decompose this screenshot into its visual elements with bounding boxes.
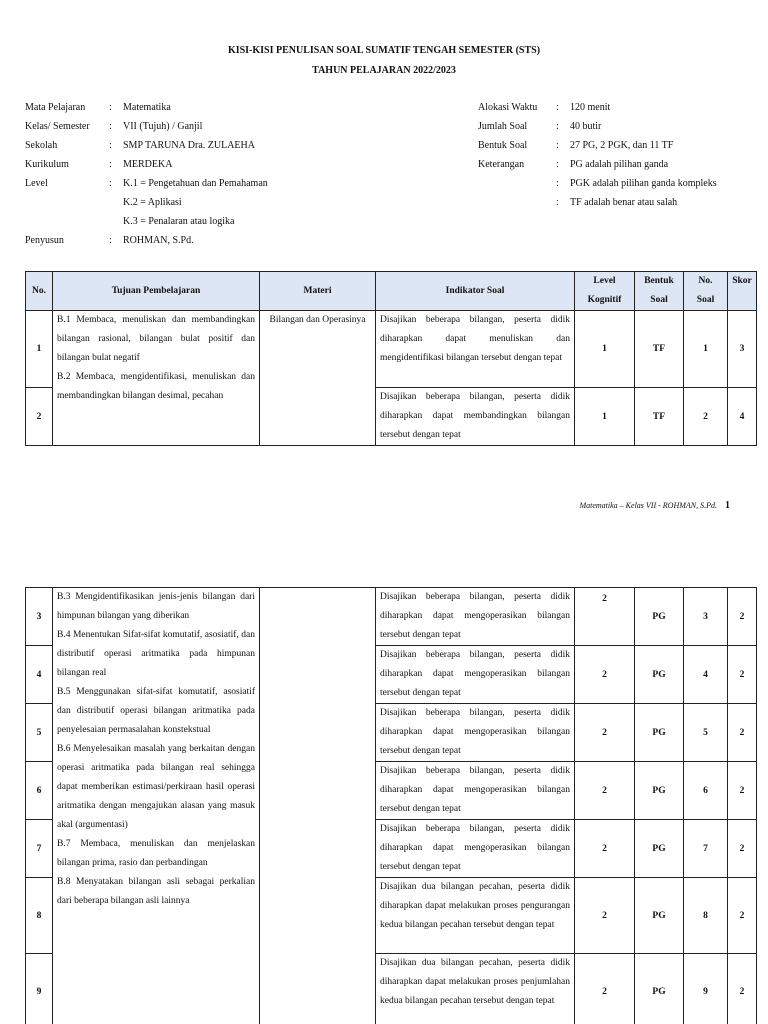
document-page-2 xyxy=(0,540,768,1024)
table-row: 7 Disajikan beberapa bilangan, peserta didik diharapkan dapat mengoperasikan bilangan tersebut dengan tepat 2 PG 7 2 xyxy=(26,820,757,878)
info-row-sekolah: Sekolah : SMP TARUNA Dra. ZULAEHA xyxy=(25,140,255,151)
header-indikator: Indikator Soal xyxy=(376,272,575,311)
info-row-keterangan-tf: : TF adalah benar atau salah xyxy=(556,197,678,208)
header-nosoal: No. Soal xyxy=(684,272,728,311)
info-row-level: Level : K.1 = Pengetahuan dan Pemahaman xyxy=(25,178,268,189)
info-row-kelas: Kelas/ Semester : VII (Tujuh) / Ganjil xyxy=(25,121,203,132)
table-row: 4 Disajikan beberapa bilangan, peserta didik diharapkan dapat mengoperasikan bilangan tersebut dengan tepat 2 PG 4 2 xyxy=(26,646,757,704)
table-row: 9 Disajikan dua bilangan pecahan, peserta didik diharapkan dapat melakukan proses penjumlahan kedua bilangan pecahan tersebut dengan tepat 2 PG 9 2 xyxy=(26,954,757,1024)
info-row-mapel: Mata Pelajaran : Matematika xyxy=(25,102,171,113)
materi-cell-empty xyxy=(260,588,376,1024)
kisi-kisi-table-page-2 xyxy=(25,587,757,1024)
table-row: 8 Disajikan dua bilangan pecahan, peserta didik diharapkan dapat melakukan proses pengurangan kedua bilangan pecahan tersebut dengan tepat 2 PG 8 2 xyxy=(26,878,757,954)
info-row-level-k3: K.3 = Penalaran atau logika xyxy=(123,216,235,227)
info-row-keterangan: Keterangan : PG adalah pilihan ganda xyxy=(478,159,669,170)
header-tujuan: Tujuan Pembelajaran xyxy=(53,272,260,311)
document-subtitle: TAHUN PELAJARAN 2022/2023 xyxy=(312,65,456,76)
info-row-keterangan-pgk: : PGK adalah pilihan ganda kompleks xyxy=(556,178,717,189)
info-row-level-k2: K.2 = Aplikasi xyxy=(123,197,182,208)
header-level: Level Kognitif xyxy=(575,272,635,311)
header-skor: Skor xyxy=(728,272,757,311)
tujuan-cell: B.1 Membaca, menuliskan dan membandingkan bilangan rasional, bilangan bulat positif dan bilangan bulat negatif B.2 Membaca, mengidentifikasi, menuliskan dan membandingkan bilangan desimal, pecahan xyxy=(53,311,260,446)
info-row-alokasi: Alokasi Waktu : 120 menit xyxy=(478,102,611,113)
info-left xyxy=(25,98,268,250)
table-header-row xyxy=(26,272,757,311)
header-no: No. xyxy=(26,272,53,311)
info-row-bentuk: Bentuk Soal : 27 PG, 2 PGK, dan 11 TF xyxy=(478,140,674,151)
info-row-kurikulum: Kurikulum : MERDEKA xyxy=(25,159,173,170)
page-footer: Matematika – Kelas VII - ROHMAN, S.Pd. 1 xyxy=(579,500,730,511)
materi-cell: Bilangan dan Operasinya xyxy=(260,311,376,446)
table-row: 1 B.1 Membaca, menuliskan dan membandingkan bilangan rasional, bilangan bulat positif dan bilangan bulat negatif B.2 Membaca, mengidentifikasi, menuliskan dan membandingkan bilangan desimal, pecahan Bilangan dan Operasinya Disajikan beberapa bilangan, peserta didik diharapkan dapat menuliskan dan mengidentifikasi bilangan tersebut dengan tepat 1 TF 1 3 xyxy=(26,311,757,388)
info-right xyxy=(478,98,717,212)
info-row-jumlah: Jumlah Soal : 40 butir xyxy=(478,121,602,132)
header-bentuk: Bentuk Soal xyxy=(635,272,684,311)
table-row: 3 B.3 Mengidentifikasikan jenis-jenis bilangan dari himpunan bilangan yang diberikan B.4 Menentukan Sifat-sifat komutatif, asosiatif, dan distributif operasi aritmatika pada himpunan bilangan real B.5 Menggunakan sifat-sifat komutatif, asosiatif dan distributif operasi bilangan aritmatika pada penyelesaian permasalahan konstekstual B.6 Menyelesaikan masalah yang berkaitan dengan operasi aritmatika pada bilangan real sehingga dapat memberikan estimasi/perkiraan hasil operasi aritmatika dengan mengajukan alasan yang masuk akal (argumentasi) B.7 Membaca, menuliskan dan menjelaskan bilangan prima, rasio dan perbandingan B.8 Menyatakan bilangan asli sebagai perkalian dari beberapa bilangan asli lainnya Disajikan beberapa bilangan, peserta didik diharapkan dapat mengoperasikan bilangan tersebut dengan tepat 2 PG 3 2 xyxy=(26,588,757,646)
page-number: 1 xyxy=(725,500,730,511)
tujuan-cell: B.3 Mengidentifikasikan jenis-jenis bilangan dari himpunan bilangan yang diberikan B.4 Menentukan Sifat-sifat komutatif, asosiatif, dan distributif operasi aritmatika pada himpunan bilangan real B.5 Menggunakan sifat-sifat komutatif, asosiatif dan distributif operasi bilangan aritmatika pada penyelesaian permasalahan konstekstual B.6 Menyelesaikan masalah yang berkaitan dengan operasi aritmatika pada bilangan real sehingga dapat memberikan estimasi/perkiraan hasil operasi aritmatika dengan mengajukan alasan yang masuk akal (argumentasi) B.7 Membaca, menuliskan dan menjelaskan bilangan prima, rasio dan perbandingan B.8 Menyatakan bilangan asli sebagai perkalian dari beberapa bilangan asli lainnya xyxy=(53,588,260,1024)
table-row: 5 Disajikan beberapa bilangan, peserta didik diharapkan dapat mengoperasikan bilangan tersebut dengan tepat 2 PG 5 2 xyxy=(26,704,757,762)
document-title: KISI-KISI PENULISAN SOAL SUMATIF TENGAH SEMESTER (STS) xyxy=(227,45,541,56)
header-materi: Materi xyxy=(260,272,376,311)
kisi-kisi-table-page-1 xyxy=(25,271,757,446)
table-row: 6 Disajikan beberapa bilangan, peserta didik diharapkan dapat mengoperasikan bilangan tersebut dengan tepat 2 PG 6 2 xyxy=(26,762,757,820)
table-row: 2 Disajikan beberapa bilangan, peserta didik diharapkan dapat membandingkan bilangan tersebut dengan tepat 1 TF 2 4 xyxy=(26,388,757,446)
info-row-penyusun: Penyusun : ROHMAN, S.Pd. xyxy=(25,235,194,246)
